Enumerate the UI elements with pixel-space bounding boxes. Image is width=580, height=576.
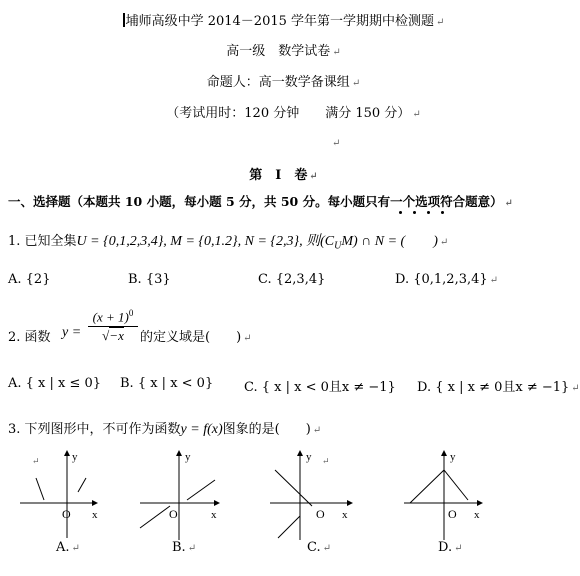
q1-option-a-text: A. {2}: [8, 272, 51, 287]
exam-title-text: 埔师高级中学 2014－2015 学年第一学期期中检测题: [125, 14, 435, 29]
section-title-text: 第 I 卷: [249, 168, 308, 183]
return-mark: ↵: [71, 543, 80, 554]
origin-label: O: [448, 507, 457, 521]
x-arrow: [347, 500, 353, 506]
q2-option-a: [8, 376, 101, 391]
question-1: [8, 230, 448, 252]
emphasis-dot: [413, 211, 416, 214]
denominator-text: −x: [109, 328, 124, 344]
q2-option-c: [244, 376, 396, 395]
exam-info-text: （考试用时：120 分钟 满分 150 分）: [166, 106, 411, 121]
exam-subtitle: [0, 40, 567, 59]
q2-option-d-text: D. { x | x ≠ 0且x ≠ −1}: [417, 380, 570, 395]
return-mark: ↵: [439, 237, 449, 248]
graph-b-label: [172, 540, 196, 555]
x-label: x: [211, 509, 217, 521]
graph-d-label: [438, 540, 462, 555]
graph-a-label: [56, 540, 80, 555]
blank-line-mark: [330, 135, 340, 150]
emphasis-dot: [399, 211, 402, 214]
section-heading: [8, 192, 513, 210]
origin-label: O: [316, 507, 325, 521]
y-arrow: [64, 450, 70, 456]
return-mark: ↵: [571, 383, 580, 394]
question-2-fraction: [88, 308, 138, 344]
return-mark: ↵: [332, 47, 341, 58]
q1-option-d: [395, 272, 498, 287]
q1-option-a: [8, 272, 50, 287]
return-mark: ↵: [351, 78, 361, 89]
graph-b-line-right: [187, 480, 215, 500]
question-1-formula-end: M) ∩ N = ( ): [341, 234, 438, 249]
q2-option-a-text: A. { x | x ≤ 0}: [8, 376, 102, 391]
graph-a-curve-left: [36, 478, 44, 500]
y-label: y: [450, 451, 456, 463]
question-3-tail: 图象的是( ): [222, 422, 311, 437]
text-cursor: [123, 13, 125, 27]
return-mark: ↵: [322, 457, 330, 467]
q1-option-d-text: D. {0,1,2,3,4}: [395, 272, 488, 287]
emphasis-dot: [427, 211, 430, 214]
question-1-subscript: U: [334, 240, 342, 252]
return-mark: ↵: [312, 425, 322, 436]
question-3-formula: y = f(x): [180, 422, 223, 437]
y-label: y: [185, 451, 191, 463]
exam-title: [0, 10, 567, 29]
return-mark: ↵: [309, 171, 318, 182]
exam-author-text: 命题人：高一数学备课组: [206, 75, 350, 90]
exam-info: [10, 102, 577, 121]
return-mark: ↵: [332, 138, 341, 149]
graph-a-label-text: A.: [56, 540, 70, 555]
return-mark: ↵: [322, 543, 332, 554]
graph-c-label-text: C.: [307, 540, 321, 555]
question-3-stem: 3. 下列图形中，不可作为函数: [8, 422, 181, 437]
origin-label: O: [62, 507, 71, 521]
graph-a-curve-right: [78, 478, 86, 492]
return-mark: ↵: [504, 198, 513, 209]
return-mark: ↵: [243, 333, 252, 344]
graph-c-label: [307, 540, 331, 555]
fraction-denominator: [88, 328, 138, 344]
return-mark: ↵: [187, 543, 197, 554]
section-title: [0, 164, 567, 183]
question-2-tail-text: 的定义域是( ): [140, 330, 242, 345]
return-mark: ↵: [436, 17, 445, 28]
q1-option-c-text: C. {2,3,4}: [258, 272, 326, 287]
x-arrow: [477, 500, 483, 506]
x-arrow: [92, 500, 98, 506]
q1-option-b-text: B. {3}: [128, 272, 171, 287]
x-label: x: [342, 509, 348, 521]
graph-d-curve: [410, 470, 468, 503]
return-mark: ↵: [454, 543, 463, 554]
exam-author: [0, 71, 567, 90]
q2-option-c-text: C. { x | x < 0且x ≠ −1}: [244, 380, 396, 395]
emphasis-dot: [441, 211, 444, 214]
question-2-y-text: y =: [62, 325, 82, 340]
graph-b-label-text: B.: [172, 540, 186, 555]
x-label: x: [474, 509, 480, 521]
graph-d-label-text: D.: [438, 540, 453, 555]
question-2-stem-text: 2. 函数: [8, 330, 51, 345]
exam-subtitle-text: 高一级 数学试卷: [226, 44, 331, 59]
y-label: y: [306, 451, 312, 463]
graph-b-line-left: [140, 506, 170, 528]
y-label: y: [72, 451, 78, 463]
fraction-numerator: [88, 308, 138, 325]
graph-c-line-upper: [275, 470, 312, 506]
sqrt-symbol: √: [102, 328, 110, 344]
question-1-formula: U = {0,1,2,3,4}, M = {0,1.2}, N = {2,3}, 则(C: [76, 234, 335, 249]
q2-option-d: [417, 376, 580, 395]
y-arrow: [176, 450, 182, 456]
return-mark: ↵: [489, 275, 499, 286]
exponent-text: 0: [128, 308, 134, 318]
question-2-stem: [8, 326, 51, 345]
question-1-stem: 1. 已知全集: [8, 234, 77, 249]
return-mark: ↵: [412, 109, 421, 120]
y-arrow: [441, 450, 447, 456]
x-arrow: [214, 500, 220, 506]
origin-label: O: [169, 507, 178, 521]
q1-option-b: [128, 272, 171, 287]
question-2-tail: [140, 326, 252, 345]
graph-c-line-lower: [278, 516, 300, 538]
y-arrow: [297, 450, 303, 456]
return-mark: ↵: [32, 457, 40, 467]
question-3: [8, 418, 321, 438]
q2-option-b-text: B. { x | x < 0}: [120, 376, 214, 391]
x-label: x: [92, 509, 98, 521]
question-2-y: [62, 325, 81, 341]
q1-option-c: [258, 272, 325, 287]
section-heading-text: 一、选择题（本题共 10 小题，每小题 5 分，共 50 分。每小题只有一个选项符合题意）: [8, 194, 503, 209]
numerator-text: (x + 1): [92, 309, 129, 325]
q2-option-b: [120, 376, 213, 391]
